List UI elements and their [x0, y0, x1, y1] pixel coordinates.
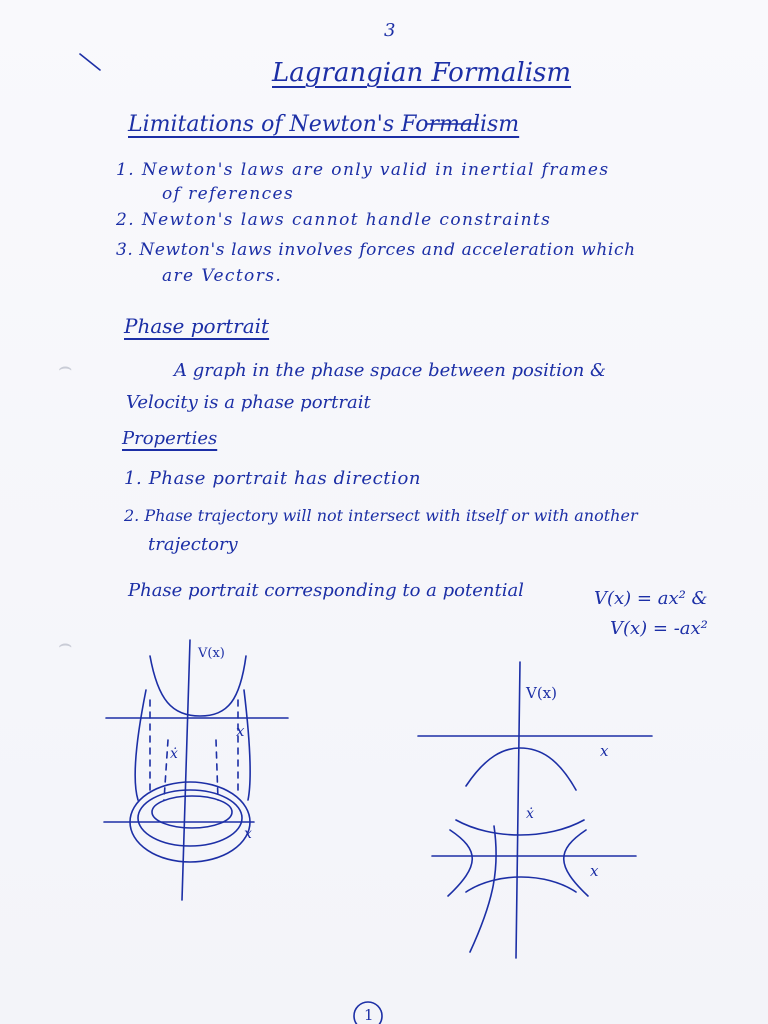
left-figure: [104, 640, 288, 900]
right-xdot-label: ẋ: [526, 806, 534, 822]
left-xdot-label: ẋ: [170, 746, 178, 762]
header-mark: 3: [384, 20, 396, 41]
page-title: Lagrangian Formalism: [272, 58, 572, 88]
right-x-label-bottom: x: [590, 862, 599, 880]
left-guide-line: [244, 690, 250, 800]
punch-hole-icon: ⌢: [58, 632, 73, 657]
punch-hole-icon: ⌢: [58, 355, 73, 380]
list-item: 1. Newton's laws are only valid in inertial frames: [116, 160, 610, 180]
section-heading-phase-portrait: Phase portrait: [124, 314, 270, 338]
property-item: trajectory: [148, 534, 238, 555]
potential-line: Phase portrait corresponding to a potential: [128, 580, 524, 601]
list-item: are Vectors.: [162, 266, 283, 286]
right-v-label: V(x): [526, 684, 557, 702]
property-item: 1. Phase portrait has direction: [124, 468, 422, 489]
property-item: 2. Phase trajectory will not intersect with itself or with another: [124, 506, 638, 525]
equation-1: V(x) = ax² &: [594, 588, 708, 609]
right-lower-separatrix: [466, 877, 576, 892]
left-dashed-projection: [216, 740, 218, 800]
right-figure: [418, 662, 652, 958]
left-guide-line: [135, 690, 146, 800]
right-x-label-top: x: [600, 742, 609, 760]
left-x-label-bottom: x: [244, 826, 252, 842]
left-x-label-top: x: [236, 722, 245, 740]
left-inner-orbit: [152, 796, 232, 828]
list-item: of references: [162, 184, 295, 204]
equation-2: V(x) = -ax²: [610, 618, 708, 639]
heading-text: Limitations of Newton's Formalism: [128, 112, 520, 137]
left-dashed-projection: [164, 740, 168, 800]
left-v-label: V(x): [198, 646, 225, 661]
stray-pen-mark: [80, 54, 100, 70]
left-parabola: [150, 656, 246, 716]
definition-line: Velocity is a phase portrait: [126, 392, 371, 413]
right-vertical-axis: [516, 662, 520, 958]
page-number: 1: [364, 1006, 374, 1024]
properties-heading: Properties: [122, 428, 218, 449]
left-middle-orbit: [138, 790, 242, 846]
right-asymptote-line: [470, 826, 496, 952]
right-inverted-parabola: [466, 748, 576, 790]
right-left-trajectory: [448, 830, 472, 896]
right-upper-separatrix: [456, 820, 584, 835]
list-item: 3. Newton's laws involves forces and acceleration which: [116, 240, 636, 260]
definition-line: A graph in the phase space between position &: [174, 360, 607, 381]
list-item: 2. Newton's laws cannot handle constraints: [116, 210, 552, 230]
